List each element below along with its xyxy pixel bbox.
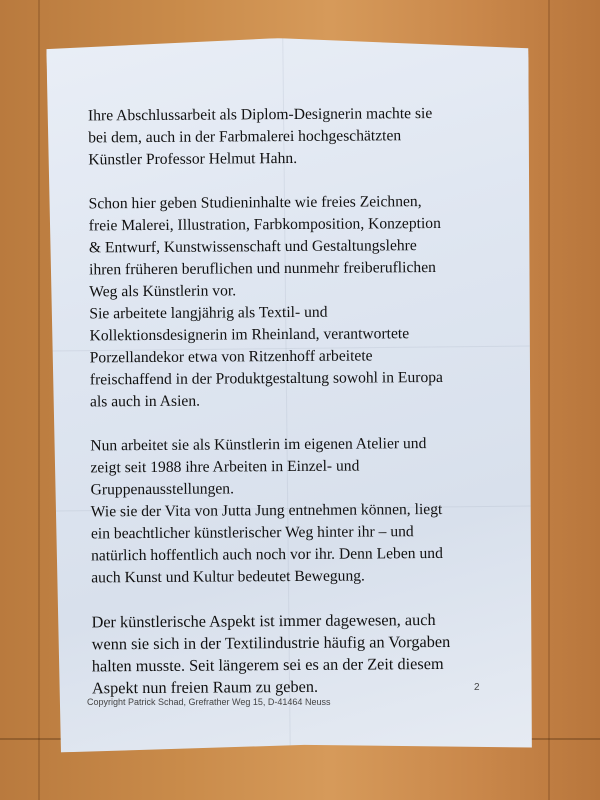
paragraph-education: Ihre Abschlussarbeit als Diplom-Designerin machte sie bei dem, auch in der Farbmalerei hochgeschätzten Künstler Professor Helmut Hahn.: [87, 104, 433, 169]
floor-board-seam: [38, 0, 40, 800]
paragraph-career: Schon hier geben Studieninhalte wie freies Zeichnen, freie Malerei, Illustration, Farbkomposition, Konzeption & Entwurf, Kunstwissenschaft und Gestaltungslehre ihren früheren beruflichen und nunmehr freiberuflichen Weg als Künstlerin vor. Sie arbeitete langjährig als Textil- und Kollektionsdesignerin im Rheinland, verantwortete Porzellandekor etwa von Ritzenhoff arbeitete freischaffend in der Produktgestaltung sowohl in Europa als auch in Asien.: [88, 193, 443, 411]
document-body: [88, 103, 492, 700]
copyright-footer: Copyright Patrick Schad, Grefrather Weg 15, D-41464 Neuss: [87, 697, 331, 707]
floor-board-seam: [548, 0, 550, 800]
paragraph-atelier: Nun arbeitet sie als Künstlerin im eigenen Atelier und zeigt seit 1988 ihre Arbeiten in Einzel- und Gruppenausstellungen. Wie sie der Vita von Jutta Jung entnehmen können, liegt ein beachtlicher künstlerischer Weg hinter ihr – und natürlich hoffentlich auch noch vor ihr. Denn Leben und auch Kunst und Kultur bedeutet Bewegung.: [90, 435, 443, 587]
page-number: 2: [474, 682, 480, 693]
paragraph-artistic-aspect: Der künstlerische Aspekt ist immer dagewesen, auch wenn sie sich in der Textilindustrie häufig an Vorgaben halten musste. Seit längerem sei es an der Zeit diesem Aspekt nun freien Raum zu geben.: [91, 609, 451, 698]
